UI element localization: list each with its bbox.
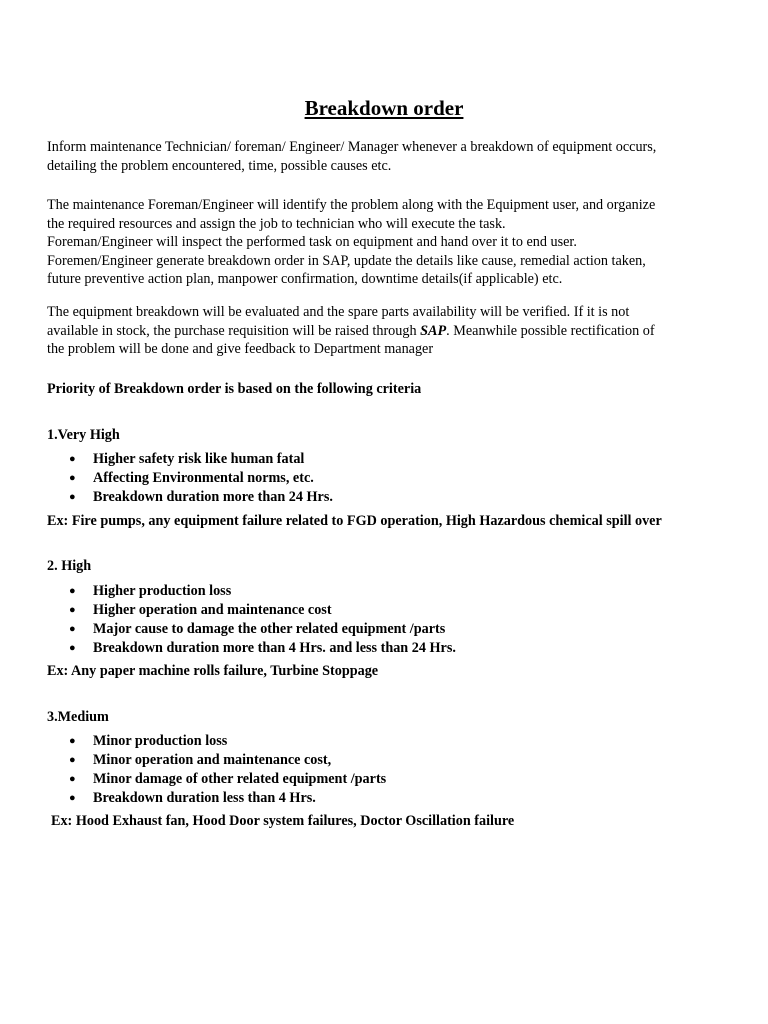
sap-emphasis: SAP xyxy=(420,322,447,339)
list-item-text: Minor production loss xyxy=(93,733,228,749)
bullet-icon: ● xyxy=(69,792,76,804)
list-item xyxy=(47,488,727,507)
list-item xyxy=(47,582,727,601)
intro-p2-line: future preventive action plan, manpower confirmation, downtime details(if applicable) etc. xyxy=(47,271,563,287)
intro-p2-line: the required resources and assign the job to technician who will execute the task. xyxy=(47,215,506,232)
intro-paragraph-2 xyxy=(47,196,727,289)
list-item-text: Higher production loss xyxy=(93,583,232,599)
very-high-criteria-list xyxy=(47,450,727,507)
criteria-heading: Priority of Breakdown order is based on the following criteria xyxy=(47,381,422,397)
intro-p1-line: Inform maintenance Technician/ foreman/ Engineer/ Manager whenever a breakdown of equipment occurs, xyxy=(47,139,657,155)
intro-paragraph-3 xyxy=(47,303,727,359)
high-example: Ex: Any paper machine rolls failure, Turbine Stoppage xyxy=(47,663,379,679)
intro-p3-text: . Meanwhile possible rectification of xyxy=(446,322,655,339)
list-item xyxy=(47,469,727,488)
intro-p3-line xyxy=(47,322,727,341)
bullet-icon: ● xyxy=(69,491,76,503)
intro-p2-line: Foreman/Engineer will inspect the performed task on equipment and hand over it to end user. xyxy=(47,234,577,250)
list-item xyxy=(47,770,727,789)
priority-heading-medium: 3.Medium xyxy=(47,709,109,725)
list-item-text: Breakdown duration more than 4 Hrs. and less than 24 Hrs. xyxy=(93,640,456,656)
list-item xyxy=(47,601,727,620)
list-item xyxy=(47,732,727,751)
intro-p1-line: detailing the problem encountered, time, possible causes etc. xyxy=(47,157,392,174)
bullet-icon: ● xyxy=(69,585,76,597)
list-item xyxy=(47,620,727,639)
intro-p3-text: available in stock, the purchase requisition will be raised through xyxy=(47,322,421,339)
list-item-text: Higher operation and maintenance cost xyxy=(93,602,332,618)
bullet-icon: ● xyxy=(69,642,76,654)
list-item xyxy=(47,751,727,770)
intro-p3-line: The equipment breakdown will be evaluated and the spare parts availability will be verified. If it is not xyxy=(47,304,630,320)
medium-criteria-list xyxy=(47,732,727,808)
list-item-text: Minor damage of other related equipment /parts xyxy=(93,771,387,787)
high-criteria-list xyxy=(47,582,727,658)
bullet-icon: ● xyxy=(69,773,76,785)
bullet-icon: ● xyxy=(69,735,76,747)
list-item xyxy=(47,450,727,469)
bullet-icon: ● xyxy=(69,754,76,766)
list-item xyxy=(47,789,727,808)
intro-p2-line: The maintenance Foreman/Engineer will identify the problem along with the Equipment user, and organize xyxy=(47,197,656,213)
bullet-icon: ● xyxy=(69,472,76,484)
bullet-icon: ● xyxy=(69,604,76,616)
priority-heading-very-high: 1.Very High xyxy=(47,427,120,443)
intro-p2-line: Foremen/Engineer generate breakdown order in SAP, update the details like cause, remedial action taken, xyxy=(47,252,646,269)
page-title: Breakdown order xyxy=(304,96,464,120)
list-item-text: Higher safety risk like human fatal xyxy=(93,451,305,467)
list-item-text: Breakdown duration more than 24 Hrs. xyxy=(93,489,333,505)
medium-example: Ex: Hood Exhaust fan, Hood Door system failures, Doctor Oscillation failure xyxy=(51,813,515,829)
priority-heading-high: 2. High xyxy=(47,558,92,574)
list-item-text: Affecting Environmental norms, etc. xyxy=(93,470,314,486)
list-item xyxy=(47,639,727,658)
intro-p3-line: the problem will be done and give feedback to Department manager xyxy=(47,341,434,357)
intro-paragraph-1 xyxy=(47,138,727,175)
list-item-text: Breakdown duration less than 4 Hrs. xyxy=(93,790,316,806)
list-item-text: Minor operation and maintenance cost, xyxy=(93,752,332,768)
bullet-icon: ● xyxy=(69,453,76,465)
very-high-example: Ex: Fire pumps, any equipment failure related to FGD operation, High Hazardous chemical spill over xyxy=(47,513,662,529)
list-item-text: Major cause to damage the other related equipment /parts xyxy=(93,621,446,637)
bullet-icon: ● xyxy=(69,623,76,635)
